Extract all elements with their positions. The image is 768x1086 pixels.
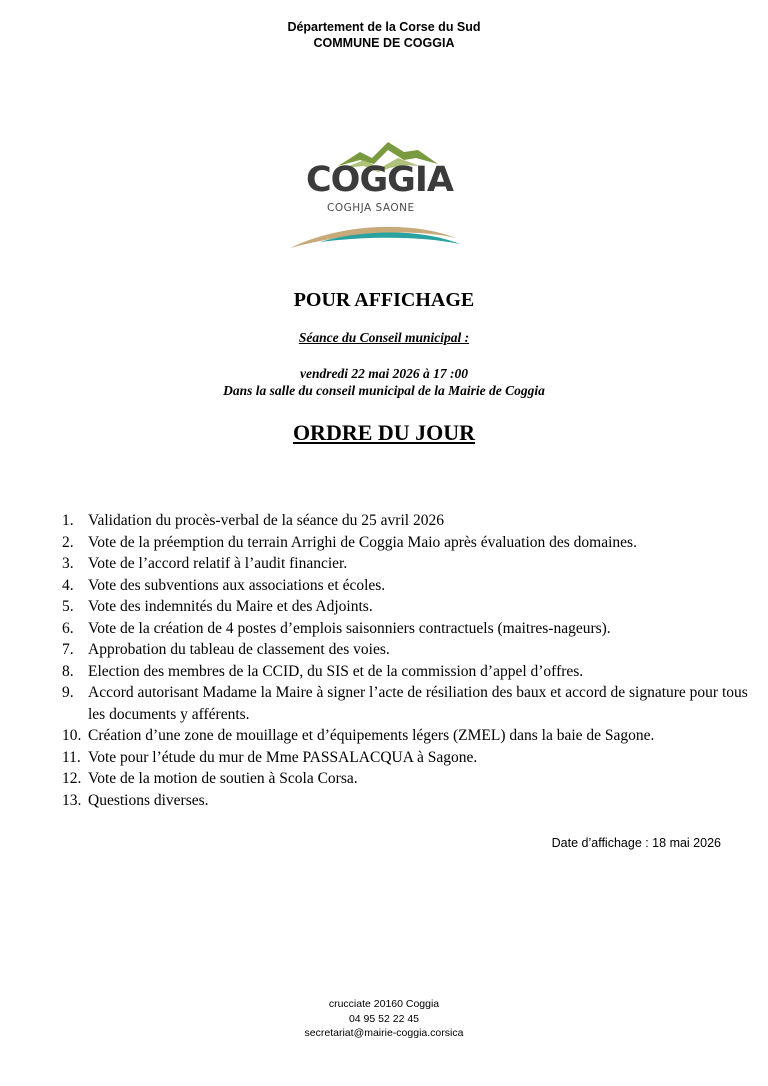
agenda-item-number: 6. bbox=[62, 619, 74, 637]
commune-name: COMMUNE DE COGGIA bbox=[313, 36, 455, 50]
agenda-item bbox=[62, 768, 752, 790]
agenda-item-text: Approbation du tableau de classement des voies. bbox=[88, 641, 390, 658]
agenda-item-text: Vote pour l’étude du mur de Mme PASSALACQUA à Sagone. bbox=[88, 748, 478, 766]
agenda-item-text: Vote de l’accord relatif à l’audit financier. bbox=[88, 555, 348, 572]
agenda-item-number: 9. bbox=[62, 684, 74, 701]
agenda-item-number: 8. bbox=[62, 662, 74, 680]
agenda-item bbox=[62, 639, 752, 661]
agenda-item-number: 11. bbox=[62, 748, 81, 766]
agenda-title: ORDRE DU JOUR bbox=[292, 420, 476, 445]
agenda-list bbox=[62, 510, 752, 811]
agenda-item-number: 2. bbox=[62, 533, 74, 551]
agenda-item-text: Vote de la motion de soutien à Scola Corsa. bbox=[88, 770, 358, 787]
posting-date: Date d’affichage : 18 mai 2026 bbox=[551, 836, 721, 850]
logo-wordmark: COGGIA bbox=[306, 160, 454, 200]
agenda-item-number: 1. bbox=[62, 512, 74, 529]
agenda-item-number: 7. bbox=[62, 641, 74, 658]
department-name: Département de la Corse du Sud bbox=[287, 20, 481, 34]
agenda-item bbox=[62, 575, 752, 597]
agenda-item bbox=[62, 725, 752, 747]
coggia-logo bbox=[280, 138, 470, 256]
footer-address: crucciate 20160 Coggia bbox=[328, 998, 440, 1010]
document-header bbox=[0, 19, 768, 51]
agenda-item bbox=[62, 790, 752, 812]
agenda-item-number: 12. bbox=[62, 770, 82, 787]
agenda-item-text: Vote de la préemption du terrain Arrighi de Coggia Maio après évaluation des domaines. bbox=[88, 533, 637, 551]
agenda-item bbox=[62, 553, 752, 575]
agenda-item bbox=[62, 661, 752, 683]
agenda-item-number: 5. bbox=[62, 598, 74, 615]
agenda-item-text: Vote des subventions aux associations et écoles. bbox=[88, 576, 386, 594]
agenda-item bbox=[62, 596, 752, 618]
document-footer bbox=[0, 997, 768, 1041]
agenda-item-text: Questions diverses. bbox=[88, 791, 209, 809]
agenda-item-text: Création d’une zone de mouillage et d’équipements légers (ZMEL) dans la baie de Sagone. bbox=[88, 727, 655, 744]
agenda-item bbox=[62, 532, 752, 554]
agenda-item-number: 3. bbox=[62, 555, 74, 572]
seance-heading: Séance du Conseil municipal : bbox=[298, 330, 470, 345]
agenda-item bbox=[62, 510, 752, 532]
agenda-item bbox=[62, 682, 752, 725]
meeting-location: Dans la salle du conseil municipal de la Mairie de Coggia bbox=[223, 383, 545, 398]
meeting-datetime bbox=[0, 365, 768, 399]
agenda-item-number: 13. bbox=[62, 791, 82, 809]
meeting-date: vendredi 22 mai 2026 à 17 :00 bbox=[300, 366, 468, 381]
logo-subtitle: COGHJA SAONE bbox=[327, 202, 415, 214]
footer-phone: 04 95 52 22 45 bbox=[348, 1012, 420, 1025]
agenda-item-text: Election des membres de la CCID, du SIS et de la commission d’appel d’offres. bbox=[88, 662, 584, 680]
agenda-item-text: Vote de la création de 4 postes d’emplois saisonniers contractuels (maitres-nageurs). bbox=[88, 619, 611, 637]
agenda-item bbox=[62, 618, 752, 640]
page-title: POUR AFFICHAGE bbox=[293, 289, 475, 311]
agenda-item-text: Validation du procès-verbal de la séance du 25 avril 2026 bbox=[88, 512, 444, 529]
footer-email: secretariat@mairie-coggia.corsica bbox=[304, 1027, 464, 1039]
agenda-item bbox=[62, 747, 752, 769]
agenda-item-number: 4. bbox=[62, 576, 74, 594]
agenda-item-number: 10. bbox=[62, 727, 82, 744]
agenda-item-text: Vote des indemnités du Maire et des Adjoints. bbox=[88, 598, 373, 615]
agenda-item-text: Accord autorisant Madame la Maire à signer l’acte de résiliation des baux et accord de signature pour tous les documents y afférents. bbox=[88, 684, 748, 723]
